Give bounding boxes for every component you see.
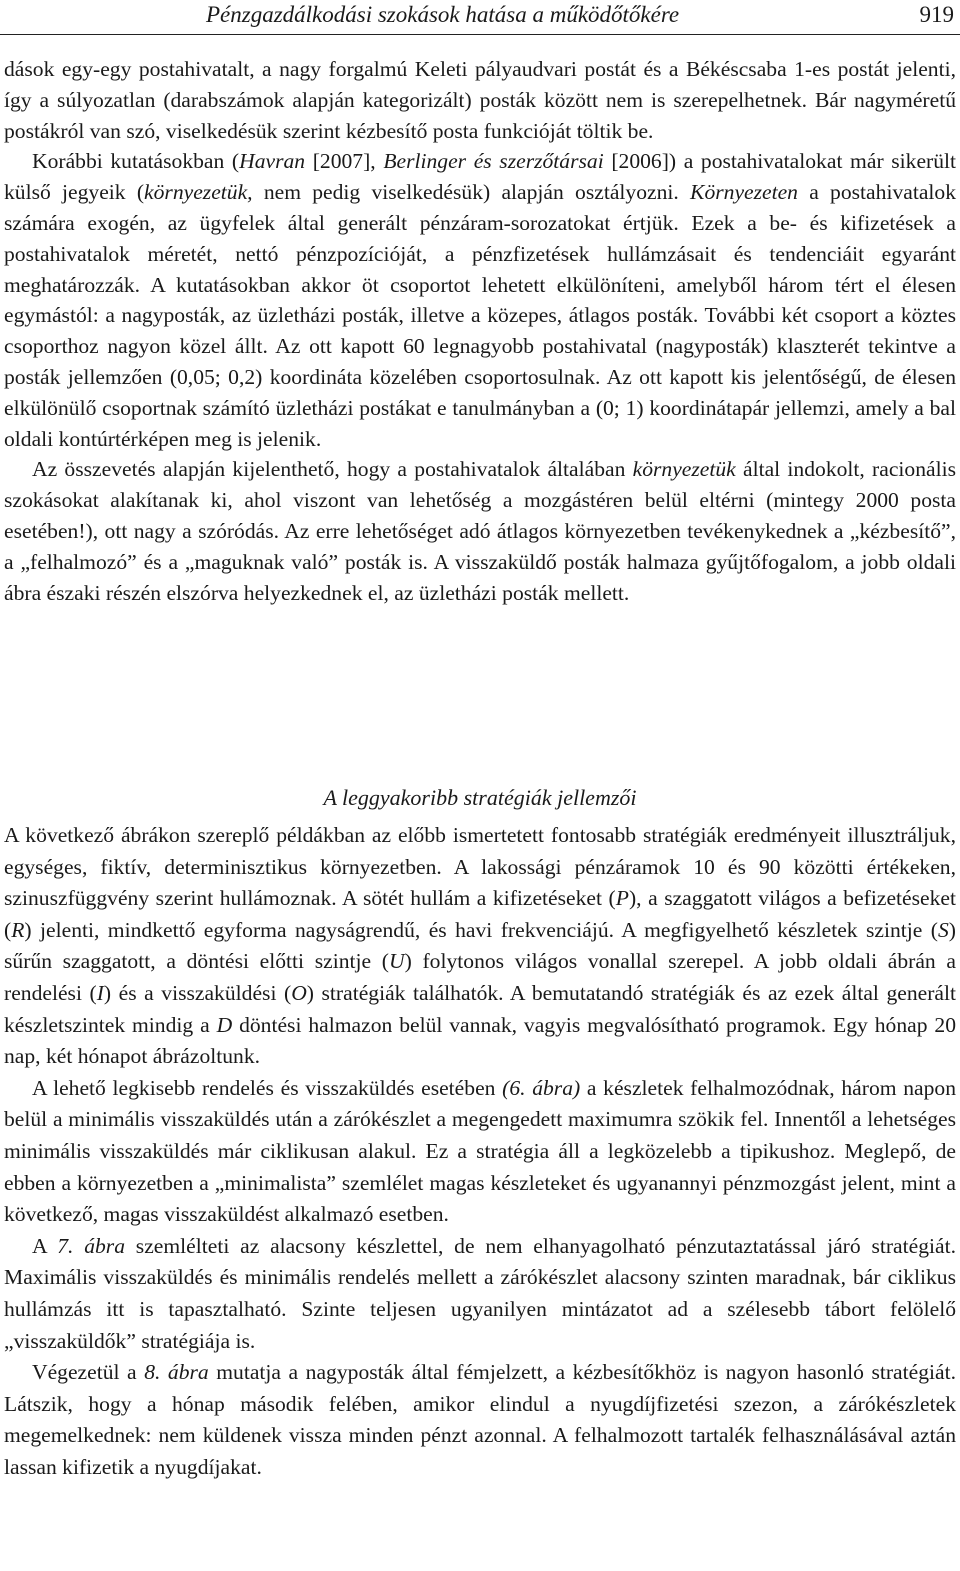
italic-text: Környezeten <box>690 180 798 205</box>
running-title: Pénzgazdálkodási szokások hatása a működőtőkére <box>206 2 680 27</box>
italic-text: (6. ábra) <box>502 1075 581 1100</box>
text-run: szemlélteti az alacsony készlettel, de nem elhanyagolható pénzutaztatással járó stratégiát. Maximális visszaküldés és minimális rendelés mellett a zárókészlet alacsony szinten maradnak, bár ciklikus hullámzás itt is tapasztalható. Szinte teljesen ugyanilyen mintázatot ad a szélesebb tábort felölelő „visszaküldők” stratégiája is. <box>4 1233 956 1353</box>
paragraph <box>4 54 956 146</box>
section-heading: A leggyakoribb stratégiák jellemzői <box>323 785 637 810</box>
italic-text: 8. ábra <box>144 1360 209 1385</box>
text-run: [2007], <box>305 149 384 174</box>
page-header <box>0 0 960 35</box>
paragraph <box>4 1231 956 1357</box>
text-run: a készletek felhalmozódnak, három napon belül a minimális visszaküldés után a zárókészlet a megengedett maximumra szökik fel. Innentől a lehetséges minimális visszaküldés már ciklikusan alakul. Ez a stratégia áll a legközelebb a tipikushoz. Meglepő, de ebben a környezetben a „minimalista” szemlélet magas készleteket és ugyanannyi pénzmozgást jelent, mint a következő, magas visszaküldést alkalmazó esetben. <box>4 1075 956 1227</box>
text-run: Végezetül a <box>32 1360 145 1385</box>
text-run: nem pedig viselkedésük) alapján osztályozni. <box>252 180 691 205</box>
text-run: A <box>32 1233 58 1258</box>
text-run: ) folytonos világos vonallal szerepel. A jobb oldali ábrán a rendelési ( <box>4 949 957 1005</box>
text-run: ) jelenti, mindkettő egyforma nagyságrendű, és havi frekvenciájú. A megfigyelhető készletek szintje ( <box>24 917 938 942</box>
italic-text: 7. ábra <box>57 1233 125 1258</box>
text-run: ), a szaggatott világos a befizetéseket ( <box>4 886 956 942</box>
italic-text: D <box>216 1012 233 1037</box>
text-run: mutatja a nagyposták által fémjelzett, a kézbesítőkhöz is nagyon hasonló stratégiát. Látszik, hogy a hónap második felében, amikor elindul a nyugdíjfizetési szezon, a zárókészletek megemelkednek: nem küldenek vissza minden pénzt azonnal. A felhalmozott tartalék felhasználásával aztán lassan kifizetik a nyugdíjakat. <box>4 1360 957 1479</box>
paragraph <box>4 1073 956 1231</box>
text-run: dások egy-egy postahivatalt, a nagy forgalmú Keleti pályaudvari postát és a Békéscsaba 1-es postát jelenti, így a súlyozatlan (darabszámok alapján kategorizált) posták között nem is szerepelhetnek. Bár nagyméretű postákról van szó, viselkedésük szerint kézbesítő posta funkcióját töltik be. <box>4 57 956 143</box>
text-run: döntési halmazon belül vannak, vagyis megvalósítható programok. Egy hónap 20 nap, két hónapot ábrázoltunk. <box>4 1012 956 1069</box>
italic-text: P <box>615 886 629 911</box>
text-run: [2006]) a postahivatalokat már sikerült külső jegyeik ( <box>4 149 957 205</box>
text-run: Az összevetés alapján kijelenthető, hogy a postahivatalok általában <box>32 457 633 482</box>
italic-text: U <box>389 949 405 974</box>
body-text-section-1 <box>4 54 956 608</box>
text-run: ) sűrűn szaggatott, a döntési előtti szintje ( <box>4 917 956 974</box>
text-run: ) és a visszaküldési ( <box>103 980 292 1005</box>
italic-text: Havran <box>239 149 306 174</box>
italic-text: O <box>291 980 307 1005</box>
italic-text: környezetük, <box>144 180 253 205</box>
text-run: által indokolt, racionális szokásokat alakítanak ki, ahol viszont van lehetőség a mozgástéren belül eltérni (mintegy 2000 posta esetében!), ott nagy a szóródás. Az erre lehetőséget adó átlagos környezetben tevékenykednek a „kézbesítő”, a „felhalmozó” és a „maguknak való” posták is. A visszaküldő posták halmaza gyűjtőfogalom, a jobb oldali ábra északi részén elszórva helyezkednek el, az üzletházi posták mellett. <box>4 457 957 605</box>
text-run: A lehető legkisebb rendelés és visszaküldés esetében <box>32 1075 503 1100</box>
text-run: ) stratégiák találhatók. A bemutatandó stratégiák és az ezek által generált készletszintek mindig a <box>4 980 957 1037</box>
text-run: Korábbi kutatásokban ( <box>32 149 240 174</box>
text-run: A következő ábrákon szereplő példákban az előbb ismertetett fontosabb stratégiák eredményeit illusztráljuk, egységes, fiktív, determinisztikus környezetben. A lakossági pénzáramok 10 és 90 közötti értékeken, szinuszfüggvény szerint hullámoznak. A sötét hullám a kifizetéseket ( <box>4 823 956 911</box>
body-text-section-2 <box>4 820 956 1483</box>
italic-text: környezetük <box>632 457 736 482</box>
paragraph <box>4 454 956 608</box>
italic-text: I <box>96 980 104 1005</box>
italic-text: Berlinger és szerzőtársai <box>383 149 604 174</box>
text-run: a postahivatalok számára exogén, az ügyfelek által generált pénzáram-sorozatokat értjük. Ezek a be- és kifizetések a postahivatalok méretét, nettó pénzpozícióját, a pénzfizetések hullámzásait és tendenciáit egyaránt meghatározzák. A kutatásokban akkor öt csoportot lehetett elkülöníteni, amelyből három tért el élesen egymástól: a nagyposták, az üzletházi posták, illetve a közepes, átlagos posták. További két csoport a köztes csoporthoz nagyon közel állt. Az ott kapott 60 legnagyobb postahivatal (nagyposták) klaszterét tekintve a posták jellemzően (0,05; 0,2) koordináta közelében csoportosulnak. Az ott kapott kis jelentőségű, de élesen elkülönülő csoportnak számító üzletházi postákat e tanulmányban a (0; 1) koordinátapár jellemzi, amely a bal oldali kontúrtérképen meg is jelenik. <box>4 180 956 451</box>
italic-text: S <box>938 917 949 942</box>
paragraph <box>4 1357 956 1483</box>
paragraph <box>4 146 956 454</box>
paragraph <box>4 820 956 1073</box>
italic-text: R <box>11 917 25 942</box>
page-number: 919 <box>919 2 954 27</box>
